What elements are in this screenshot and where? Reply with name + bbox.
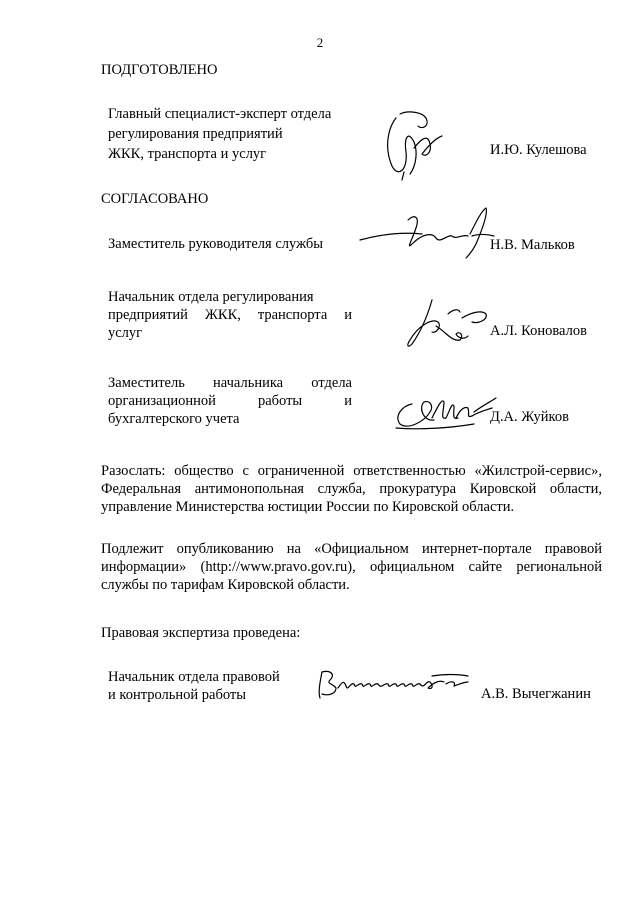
signer-position: Заместитель руководителя службы [108,236,324,252]
signer-position [108,375,352,428]
distribution-line: Федеральная антимонопольная служба, прокуратура Кировской области, [101,481,602,497]
signer-position-line: услуг [108,325,143,341]
publication-line: информации» (http://www.pravo.gov.ru), официальном сайте региональной [101,559,602,575]
signer-name: А.Л. Коновалов [490,323,587,339]
signer-position-line: Начальник отдела регулирования [108,289,314,305]
signer-position-line: предприятий ЖКК, транспорта и [108,307,352,323]
signature-malkov [352,204,502,260]
prepared-position-line: ЖКК, транспорта и услуг [108,146,267,162]
signer-position-line: Заместитель начальника отдела [108,375,352,391]
prepared-position-line: регулирования предприятий [108,126,283,142]
signer-name: Д.А. Жуйков [490,409,569,425]
prepared-name: И.Ю. Кулешова [490,142,587,158]
publication-paragraph [101,540,602,594]
publication-line: службы по тарифам Кировской области. [101,577,350,593]
signer-position [108,289,352,342]
signature-zhuikov [390,388,500,438]
legal-review-position-line: и контрольной работы [108,687,246,703]
legal-review-position [108,669,280,704]
signature-kuleshova [378,108,448,186]
legal-review-heading: Правовая экспертиза проведена: [101,625,301,641]
distribution-paragraph [101,462,602,516]
agreed-heading: СОГЛАСОВАНО [101,191,209,207]
publication-line: Подлежит опубликованию на «Официальном интернет-портале правовой [101,541,602,557]
prepared-position-line: Главный специалист-эксперт отдела [108,106,332,122]
prepared-heading: ПОДГОТОВЛЕНО [101,62,218,78]
distribution-line: Разослать: общество с ограниченной ответственностью «Жилстрой-сервис», [101,463,602,479]
prepared-position [108,106,331,163]
distribution-line: управление Министерства юстиции России по Кировской области. [101,499,515,515]
signer-position-line: бухгалтерского учета [108,411,240,427]
signer-name: Н.В. Мальков [490,237,575,253]
page-number: 2 [316,35,324,50]
legal-review-name: А.В. Вычегжанин [481,686,591,702]
signature-konovalov [402,296,492,352]
signature-vychegzhanin [314,668,474,702]
legal-review-position-line: Начальник отдела правовой [108,669,280,685]
signer-position-line: организационной работы и [108,393,352,409]
